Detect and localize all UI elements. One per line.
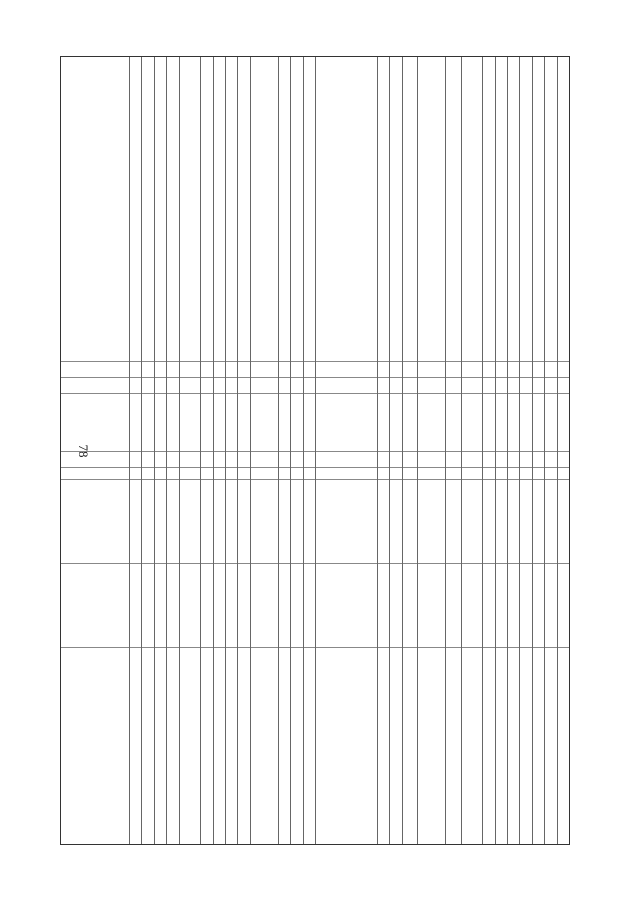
table-cell [446,362,461,378]
table-cell [545,564,556,648]
table-cell [130,378,141,394]
table-cell [446,468,461,480]
table-cell [483,57,494,362]
table-cell [545,362,556,378]
table-cell [520,648,531,844]
table-cell [316,394,377,452]
table-cell [390,378,401,394]
table-row [60,57,129,844]
table-grid [61,57,569,844]
table-cell [226,362,237,378]
table-cell [238,480,249,564]
table-cell [496,378,507,394]
table-cell [60,648,129,844]
table-cell [226,452,237,468]
table-cell [226,480,237,564]
table-row [166,57,178,844]
table-cell [130,57,141,362]
table-cell [403,394,418,452]
table-cell [390,480,401,564]
table-cell [316,468,377,480]
table-cell [520,452,531,468]
table-cell [378,378,389,394]
table-cell [533,480,544,564]
table-cell [378,648,389,844]
table-cell [60,394,129,452]
table-cell [155,362,166,378]
table-cell [155,564,166,648]
table-cell [533,452,544,468]
table-cell [291,394,302,452]
table-cell [279,648,290,844]
table-cell [316,378,377,394]
table-cell [238,564,249,648]
table-cell [238,378,249,394]
table-cell [418,378,445,394]
table-cell [130,648,141,844]
table-cell [226,378,237,394]
table-row [213,57,225,844]
table-cell [418,468,445,480]
table-cell [390,468,401,480]
table-cell [142,394,153,452]
table-row [278,57,290,844]
table-cell [214,378,225,394]
table-cell [418,57,445,362]
table-cell [304,468,315,480]
table-cell [201,394,212,452]
table-cell [291,468,302,480]
table-cell [558,452,569,468]
table-cell [508,57,519,362]
table-cell [533,362,544,378]
table-cell [446,452,461,468]
table-cell [304,648,315,844]
table-cell [226,648,237,844]
table-cell [316,480,377,564]
table-cell [304,452,315,468]
table-row [200,57,212,844]
table-cell [508,452,519,468]
table-cell [279,564,290,648]
table-cell [483,480,494,564]
table-cell [142,378,153,394]
table-cell [180,468,201,480]
table-cell [201,648,212,844]
budget-table [60,56,570,845]
table-cell [316,452,377,468]
table-row [532,57,544,844]
table-cell [251,57,278,362]
table-cell [60,564,129,648]
table-cell [496,468,507,480]
table-cell [533,468,544,480]
table-cell [155,648,166,844]
table-cell [545,378,556,394]
table-cell [167,378,178,394]
table-cell [483,378,494,394]
table-cell [403,648,418,844]
table-cell [226,564,237,648]
table-cell [403,57,418,362]
table-cell [558,378,569,394]
table-cell [291,480,302,564]
table-cell [238,394,249,452]
table-cell [496,57,507,362]
table-cell [226,394,237,452]
table-cell [214,468,225,480]
table-cell [558,468,569,480]
table-cell [238,648,249,844]
table-cell [251,362,278,378]
table-cell [155,394,166,452]
table-cell [60,480,129,564]
table-cell [279,480,290,564]
table-cell [201,564,212,648]
table-cell [403,378,418,394]
table-cell [60,468,129,480]
table-cell [446,480,461,564]
table-cell [462,452,483,468]
table-cell [483,648,494,844]
table-row [402,57,418,844]
table-cell [167,564,178,648]
table-cell [446,564,461,648]
table-cell [533,648,544,844]
table-cell [238,452,249,468]
table-cell [446,394,461,452]
table-cell [520,480,531,564]
table-cell [508,394,519,452]
table-row [377,57,389,844]
table-cell [291,57,302,362]
table-cell [214,480,225,564]
table-cell [251,394,278,452]
table-cell [180,57,201,362]
table-cell [508,648,519,844]
table-cell [155,452,166,468]
table-cell [418,452,445,468]
table-cell [251,452,278,468]
table-cell [180,394,201,452]
table-cell [214,452,225,468]
table-row [389,57,401,844]
table-cell [496,480,507,564]
table-cell [291,564,302,648]
table-row [154,57,166,844]
table-cell [378,362,389,378]
table-cell [418,480,445,564]
table-cell [403,480,418,564]
table-cell [462,394,483,452]
table-cell [214,648,225,844]
table-cell [279,378,290,394]
table-cell [142,564,153,648]
table-cell [180,648,201,844]
table-cell [304,378,315,394]
table-cell [520,564,531,648]
table-cell [279,57,290,362]
table-cell [446,378,461,394]
table-row [507,57,519,844]
table-cell [214,362,225,378]
table-cell [180,452,201,468]
table-cell [462,57,483,362]
table-cell [201,57,212,362]
table-cell [390,394,401,452]
table-cell [508,480,519,564]
table-cell [251,564,278,648]
table-cell [496,564,507,648]
table-cell [251,480,278,564]
table-cell [316,564,377,648]
table-cell [316,57,377,362]
table-cell [142,468,153,480]
page-number: 78 [76,444,91,458]
table-cell [60,57,129,362]
table-cell [214,394,225,452]
table-cell [446,57,461,362]
table-cell [462,648,483,844]
table-cell [483,452,494,468]
table-row [290,57,302,844]
table-cell [60,378,129,394]
table-cell [304,362,315,378]
table-cell [558,362,569,378]
table-cell [279,362,290,378]
table-cell [418,648,445,844]
table-cell [496,394,507,452]
table-cell [155,480,166,564]
table-cell [167,362,178,378]
table-cell [508,378,519,394]
table-cell [462,468,483,480]
table-cell [545,452,556,468]
table-cell [304,57,315,362]
table-cell [130,452,141,468]
table-cell [142,362,153,378]
table-cell [60,452,129,468]
table-row [179,57,201,844]
table-cell [403,468,418,480]
table-row [544,57,556,844]
table-cell [238,468,249,480]
table-row [461,57,483,844]
table-cell [238,57,249,362]
table-cell [520,362,531,378]
table-cell [418,362,445,378]
table-cell [291,648,302,844]
table-cell [180,362,201,378]
table-cell [533,564,544,648]
table-cell [167,480,178,564]
table-cell [418,394,445,452]
table-cell [155,57,166,362]
table-row [557,57,569,844]
table-cell [378,564,389,648]
table-cell [390,57,401,362]
table-row [445,57,461,844]
table-cell [167,452,178,468]
table-cell [142,648,153,844]
table-cell [251,648,278,844]
table-row [141,57,153,844]
table-cell [558,564,569,648]
table-cell [558,394,569,452]
table-cell [291,452,302,468]
table-cell [446,648,461,844]
table-cell [545,648,556,844]
table-cell [316,648,377,844]
table-row [519,57,531,844]
table-cell [520,468,531,480]
table-cell [545,57,556,362]
table-cell [142,480,153,564]
table-cell [304,394,315,452]
table-cell [520,57,531,362]
table-cell [180,564,201,648]
table-row [482,57,494,844]
table-row [417,57,445,844]
table-cell [155,378,166,394]
table-cell [130,468,141,480]
table-cell [403,452,418,468]
table-cell [508,362,519,378]
table-cell [130,564,141,648]
table-cell [508,564,519,648]
table-cell [201,378,212,394]
table-cell [545,394,556,452]
table-cell [279,468,290,480]
table-cell [520,394,531,452]
table-cell [462,362,483,378]
table-cell [462,564,483,648]
table-cell [226,468,237,480]
table-row [129,57,141,844]
table-cell [390,362,401,378]
table-cell [251,468,278,480]
table-cell [167,394,178,452]
table-cell [418,564,445,648]
table-cell [483,394,494,452]
table-cell [214,564,225,648]
table-row [250,57,278,844]
table-cell [496,648,507,844]
table-cell [167,648,178,844]
table-cell [483,564,494,648]
table-cell [167,57,178,362]
table-cell [130,362,141,378]
table-cell [403,564,418,648]
table-cell [251,378,278,394]
table-cell [155,468,166,480]
table-cell [403,362,418,378]
table-cell [130,480,141,564]
table-cell [390,564,401,648]
table-cell [462,480,483,564]
table-cell [545,468,556,480]
table-cell [378,57,389,362]
table-cell [483,468,494,480]
table-cell [316,362,377,378]
table-cell [291,378,302,394]
table-cell [533,378,544,394]
table-cell [558,648,569,844]
table-cell [201,480,212,564]
table-cell [558,480,569,564]
table-cell [201,452,212,468]
table-cell [279,394,290,452]
table-cell [291,362,302,378]
table-cell [378,394,389,452]
table-cell [201,468,212,480]
table-row [237,57,249,844]
table-row [315,57,377,844]
table-cell [214,57,225,362]
table-cell [496,452,507,468]
table-cell [142,452,153,468]
table-row [225,57,237,844]
table-cell [378,468,389,480]
table-cell [496,362,507,378]
table-cell [533,57,544,362]
table-row [495,57,507,844]
table-cell [378,480,389,564]
table-cell [558,57,569,362]
table-cell [390,452,401,468]
table-cell [545,480,556,564]
table-row [303,57,315,844]
table-cell [226,57,237,362]
table-cell [390,648,401,844]
table-cell [201,362,212,378]
table-cell [508,468,519,480]
table-cell [533,394,544,452]
table-cell [60,362,129,378]
table-cell [130,394,141,452]
table-cell [378,452,389,468]
table-cell [142,57,153,362]
table-cell [279,452,290,468]
table-cell [520,378,531,394]
table-cell [167,468,178,480]
table-cell [304,564,315,648]
table-cell [180,480,201,564]
table-cell [180,378,201,394]
table-cell [462,378,483,394]
table-cell [483,362,494,378]
table-cell [238,362,249,378]
table-cell [304,480,315,564]
